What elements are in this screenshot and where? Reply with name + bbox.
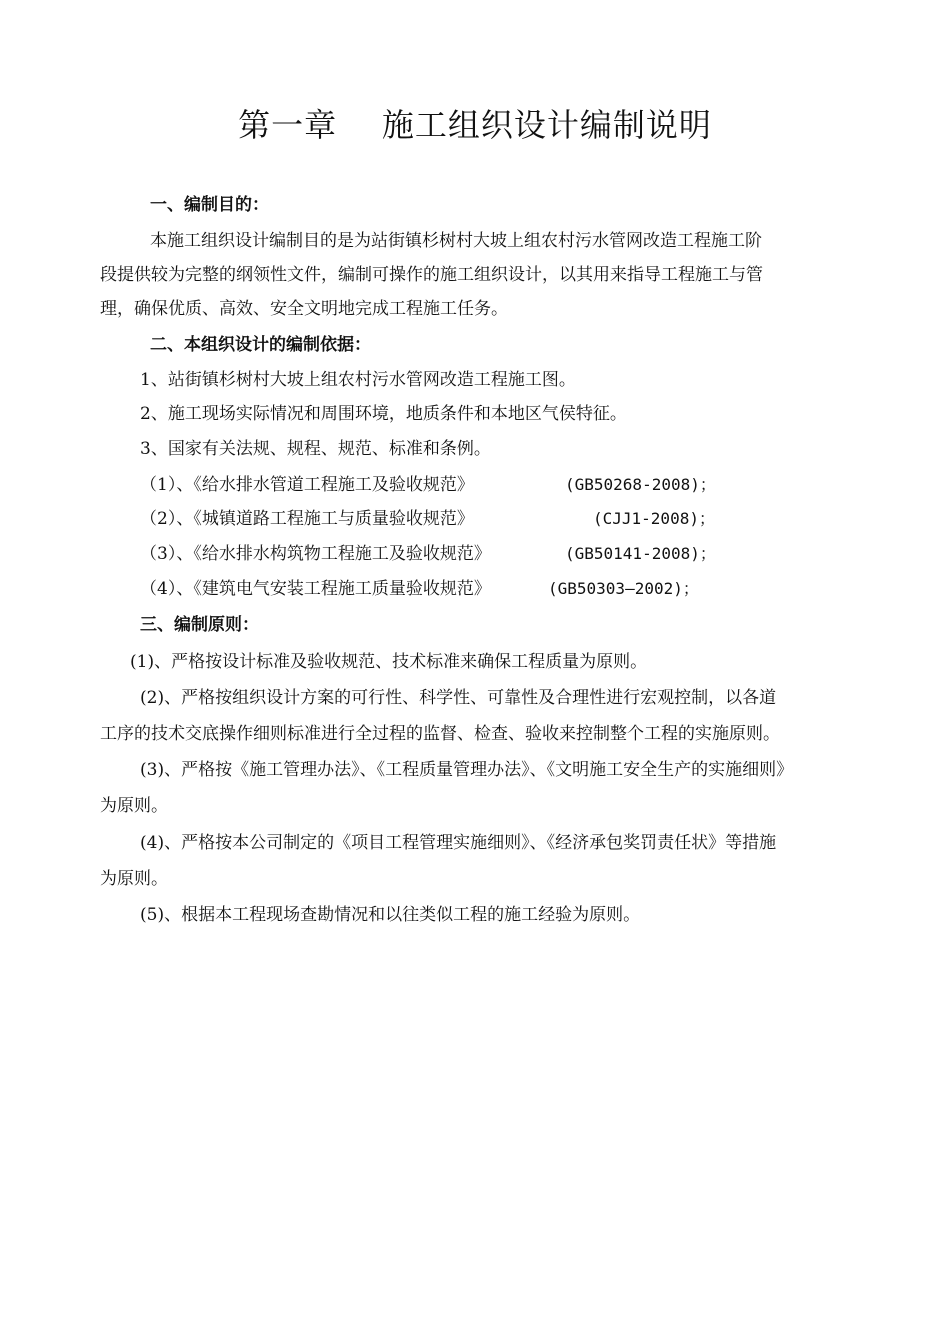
principle-paragraph-line: (3)、严格按《施工管理办法》、《工程质量管理办法》、《文明施工安全生产的实施细则》 (140, 760, 794, 780)
basis-item: 3、国家有关法规、规程、规范、标准和条例。 (140, 439, 491, 459)
principle-paragraph-line: (4)、严格按本公司制定的《项目工程管理实施细则》、《经济承包奖罚责任状》等措施 (140, 833, 777, 853)
section-heading-principles: 三、编制原则： (140, 615, 259, 635)
basis-item: 1、站街镇杉树村大坡上组农村污水管网改造工程施工图。 (140, 370, 576, 390)
purpose-paragraph-line: 理，确保优质、高效、安全文明地完成工程施工任务。 (100, 299, 508, 319)
standard-name: （4）、《建筑电气安装工程施工质量验收规范》 (140, 579, 491, 599)
basis-item: 2、施工现场实际情况和周围环境，地质条件和本地区气侯特征。 (140, 404, 627, 424)
standard-code: (GB50141-2008)； (565, 544, 716, 563)
section-heading-basis: 二、本组织设计的编制依据： (150, 335, 371, 355)
purpose-paragraph-line: 本施工组织设计编制目的是为站街镇杉树村大坡上组农村污水管网改造工程施工阶 (150, 231, 762, 251)
standard-code: (GB50303—2002)； (548, 579, 699, 598)
principle-paragraph: (1)、严格按设计标准及验收规范、技术标准来确保工程质量为原则。 (130, 652, 648, 672)
standard-code: (CJJ1-2008)； (593, 509, 715, 528)
purpose-paragraph-line: 段提供较为完整的纲领性文件，编制可操作的施工组织设计，以其用来指导工程施工与管 (100, 265, 763, 285)
section-heading-purpose: 一、编制目的： (150, 195, 269, 215)
principle-paragraph-line: 为原则。 (100, 869, 168, 889)
standard-name: （3）、《给水排水构筑物工程施工及验收规范》 (140, 544, 491, 564)
principle-paragraph-line: 为原则。 (100, 796, 168, 816)
principle-paragraph-line: 工序的技术交底操作细则标准进行全过程的监督、检查、验收来控制整个工程的实施原则。 (100, 724, 780, 744)
standard-name: （2）、《城镇道路工程施工与质量验收规范》 (140, 509, 474, 529)
standard-name: （1）、《给水排水管道工程施工及验收规范》 (140, 475, 474, 495)
principle-paragraph-line: (2)、严格按组织设计方案的可行性、科学性、可靠性及合理性进行宏观控制，以各道 (140, 688, 777, 708)
page-title: 第一章 施工组织设计编制说明 (238, 106, 712, 144)
principle-paragraph: (5)、根据本工程现场查勘情况和以往类似工程的施工经验为原则。 (140, 905, 641, 925)
standard-code: (GB50268-2008)； (565, 475, 716, 494)
